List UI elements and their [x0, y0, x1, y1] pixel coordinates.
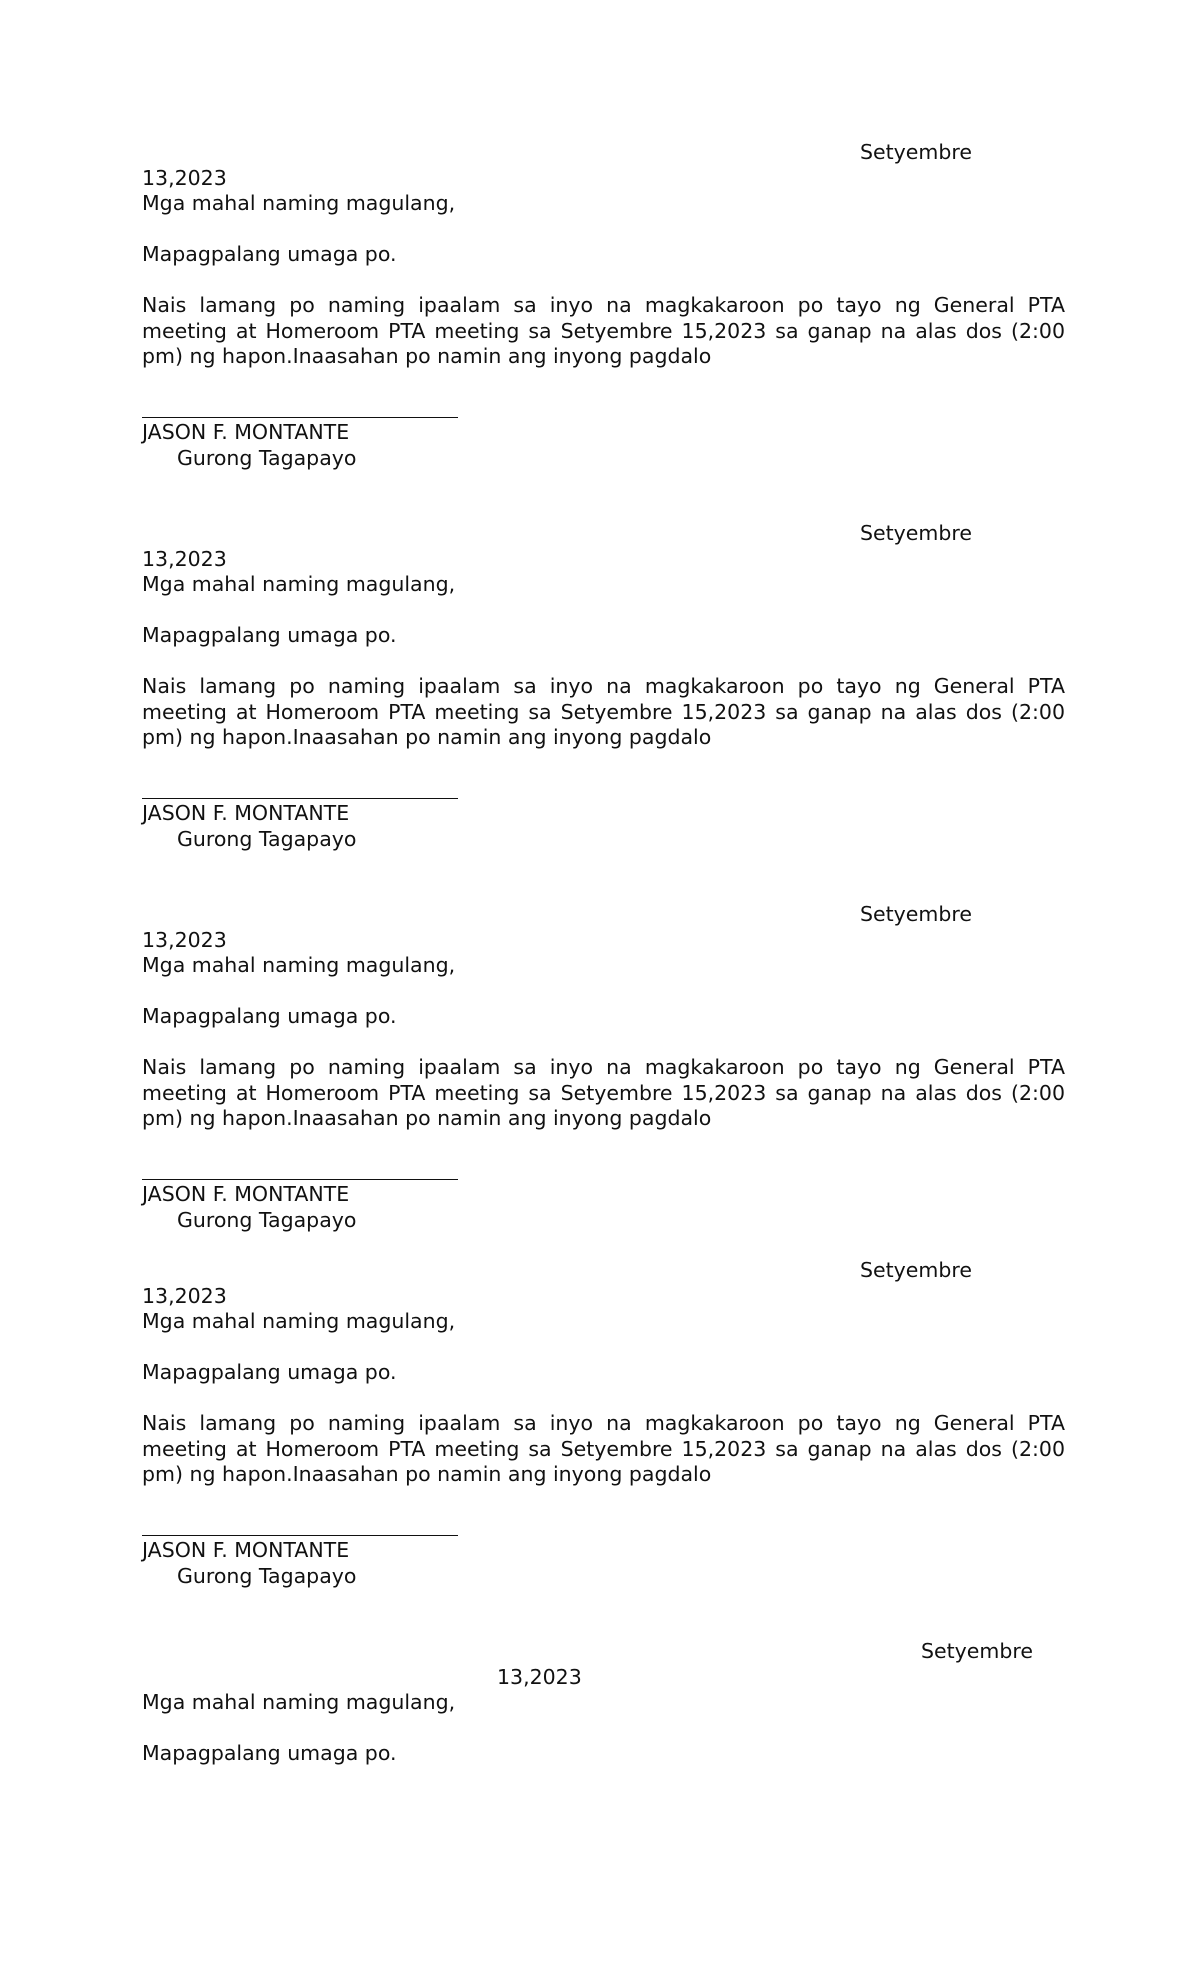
signature-line: [142, 1179, 458, 1180]
letter-body: Nais lamang po naming ipaalam sa inyo na magkakaroon po tayo ng General PTA meeting at Homeroom PTA meeting sa Setyembre 15,2023 sa ganap na alas dos (2:00 pm) ng hapon.Inaasahan po namin ang inyong pagdalo: [142, 1411, 1065, 1486]
salutation: Mga mahal naming magulang,: [142, 1690, 456, 1714]
greeting: Mapagpalang umaga po.: [142, 242, 397, 266]
date-day-year: 13,2023: [142, 165, 227, 190]
signatory-name: JASON F. MONTANTE: [142, 1182, 350, 1206]
salutation: Mga mahal naming magulang,: [142, 572, 456, 596]
date-month: Setyembre: [860, 140, 972, 164]
signatory-title: Gurong Tagapayo: [177, 826, 357, 851]
signature-line: [142, 417, 458, 418]
date-month: Setyembre: [860, 902, 972, 926]
date-day-year: 13,2023: [142, 927, 227, 952]
letter-body: Nais lamang po naming ipaalam sa inyo na magkakaroon po tayo ng General PTA meeting at Homeroom PTA meeting sa Setyembre 15,2023 sa ganap na alas dos (2:00 pm) ng hapon.Inaasahan po namin ang inyong pagdalo: [142, 674, 1065, 749]
signatory-name: JASON F. MONTANTE: [142, 420, 350, 444]
signatory-title: Gurong Tagapayo: [177, 1207, 357, 1232]
greeting: Mapagpalang umaga po.: [142, 1004, 397, 1028]
signature-line: [142, 1535, 458, 1536]
date-day-year: 13,2023: [142, 546, 227, 571]
greeting: Mapagpalang umaga po.: [142, 1741, 397, 1765]
signatory-name: JASON F. MONTANTE: [142, 801, 350, 825]
salutation: Mga mahal naming magulang,: [142, 1309, 456, 1333]
salutation: Mga mahal naming magulang,: [142, 953, 456, 977]
date-day-year: 13,2023: [497, 1664, 582, 1689]
letter-body: Nais lamang po naming ipaalam sa inyo na magkakaroon po tayo ng General PTA meeting at Homeroom PTA meeting sa Setyembre 15,2023 sa ganap na alas dos (2:00 pm) ng hapon.Inaasahan po namin ang inyong pagdalo: [142, 1055, 1065, 1130]
greeting: Mapagpalang umaga po.: [142, 623, 397, 647]
letter-body: Nais lamang po naming ipaalam sa inyo na magkakaroon po tayo ng General PTA meeting at Homeroom PTA meeting sa Setyembre 15,2023 sa ganap na alas dos (2:00 pm) ng hapon.Inaasahan po namin ang inyong pagdalo: [142, 293, 1065, 368]
signatory-title: Gurong Tagapayo: [177, 1563, 357, 1588]
date-month: Setyembre: [921, 1639, 1033, 1663]
signatory-title: Gurong Tagapayo: [177, 445, 357, 470]
date-day-year: 13,2023: [142, 1283, 227, 1308]
date-month: Setyembre: [860, 521, 972, 545]
signature-line: [142, 798, 458, 799]
greeting: Mapagpalang umaga po.: [142, 1360, 397, 1384]
signatory-name: JASON F. MONTANTE: [142, 1538, 350, 1562]
salutation: Mga mahal naming magulang,: [142, 191, 456, 215]
date-month: Setyembre: [860, 1258, 972, 1282]
